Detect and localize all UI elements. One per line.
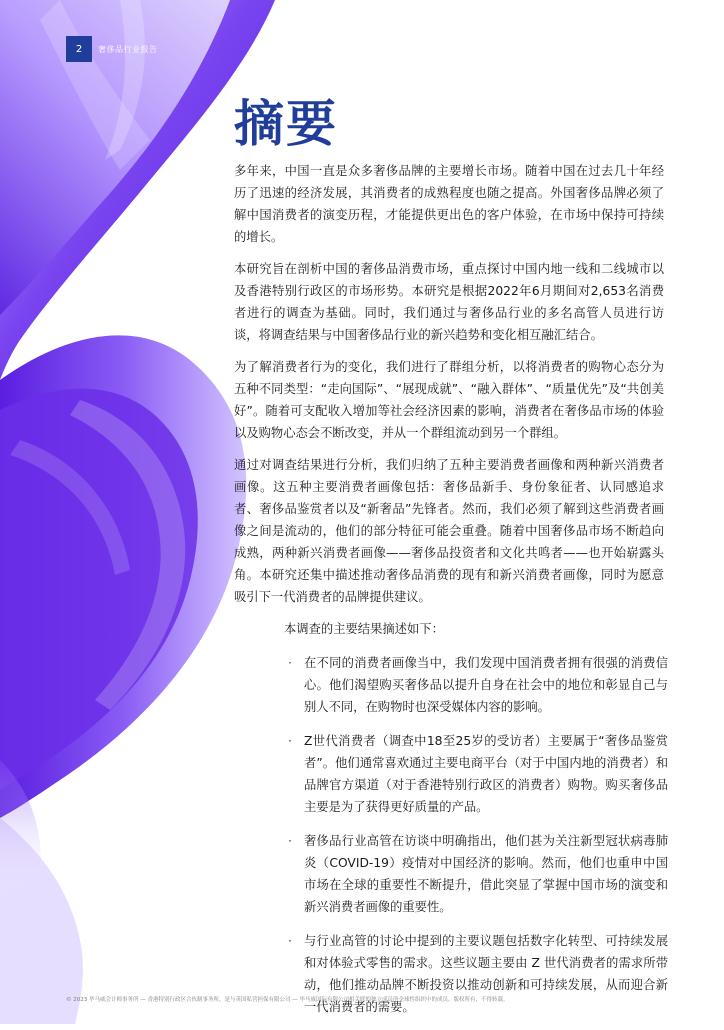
findings-intro: 本调查的主要结果摘述如下： <box>284 622 444 636</box>
bullet-icon: · <box>288 734 292 748</box>
summary-paragraph-1: 多年来，中国一直是众多奢侈品牌的主要增长市场。随着中国在过去几十年经历了迅速的经济发展，其消费者的成熟程度也随之提高。外国奢侈品牌必须了解中国消费者的演变历程，才能提供更出色的客户体验，在市场中保持可持续的增长。 <box>234 164 664 244</box>
bullet-icon: · <box>288 834 292 848</box>
finding-text: 与行业高管的讨论中提到的主要议题包括数字化转型、可持续发展和对体验式零售的需求。这些议题主要由 Z 世代消费者的需求所带动，他们推动品牌不断投资以推动创新和可持续发展，从而迎合新一代消费者的需要。 <box>304 934 668 1014</box>
bullet-icon: · <box>288 934 292 948</box>
finding-item <box>288 730 668 818</box>
page-title: 摘要 <box>234 95 338 153</box>
page-header <box>66 36 158 62</box>
page-number: 2 <box>66 36 92 62</box>
bullet-icon: · <box>288 656 292 670</box>
copyright-footer: © 2023 毕马威会计师事务所 — 香港特别行政区合伙制事务所，是与英国私营担保有限公司 — 毕马威国际有限公司相关联的独立成员所全球性组织中的成员。版权所有，不得转载。 <box>66 997 509 1003</box>
finding-item <box>288 830 668 918</box>
summary-paragraph-3: 为了解消费者行为的变化，我们进行了群组分析，以将消费者的购物心态分为五种不同类型：“走向国际”、“展现成就”、“融入群体”、“质量优先”及“共创美好”。随着可支配收入增加等社会经济因素的影响，消费者在奢侈品市场的体验以及购物心态会不断改变，并从一个群组流动到另一个群组。 <box>234 360 664 440</box>
finding-text: 奢侈品行业高管在访谈中明确指出，他们甚为关注新型冠状病毒肺炎（COVID-19）疫情对中国经济的影响。然而，他们也重申中国市场在全球的重要性不断提升，借此突显了掌握中国市场的演变和新兴消费者画像的重要性。 <box>304 834 668 914</box>
finding-text: Z世代消费者（调查中18至25岁的受访者）主要属于“奢侈品鉴赏者”。他们通常喜欢通过主要电商平台（对于中国内地的消费者）和品牌官方渠道（对于香港特别行政区的消费者）购物。购买奢侈品主要是为了获得更好质量的产品。 <box>304 734 668 814</box>
finding-item <box>288 930 668 1018</box>
finding-text: 在不同的消费者画像当中，我们发现中国消费者拥有很强的消费信心。他们渴望购买奢侈品以提升自身在社会中的地位和彰显自己与别人不同，在购物时也深受媒体内容的影响。 <box>304 656 668 714</box>
header-title: 奢侈品行业报告 <box>98 44 158 54</box>
findings-list <box>288 652 668 1018</box>
summary-body <box>234 160 664 618</box>
summary-paragraph-2: 本研究旨在剖析中国的奢侈品消费市场，重点探讨中国内地一线和二线城市以及香港特别行政区的市场形势。本研究是根据2022年6月期间对2,653名消费者进行的调查为基础。同时，我们通过与奢侈品行业的多名高管人员进行访谈，将调查结果与中国奢侈品行业的新兴趋势和变化相互融汇结合。 <box>234 262 664 342</box>
summary-paragraph-4: 通过对调查结果进行分析，我们归纳了五种主要消费者画像和两种新兴消费者画像。这五种主要消费者画像包括：奢侈品新手、身份象征者、认同感追求者、奢侈品鉴赏者以及“新奢品”先锋者。然而，我们必须了解到这些消费者画像之间是流动的，他们的部分特征可能会重叠。随着中国奢侈品市场不断趋向成熟，两种新兴消费者画像——奢侈品投资者和文化共鸣者——也开始崭露头角。本研究还集中描述推动奢侈品消费的现有和新兴消费者画像，同时为愿意吸引下一代消费者的品牌提供建议。 <box>234 458 664 604</box>
finding-item <box>288 652 668 718</box>
